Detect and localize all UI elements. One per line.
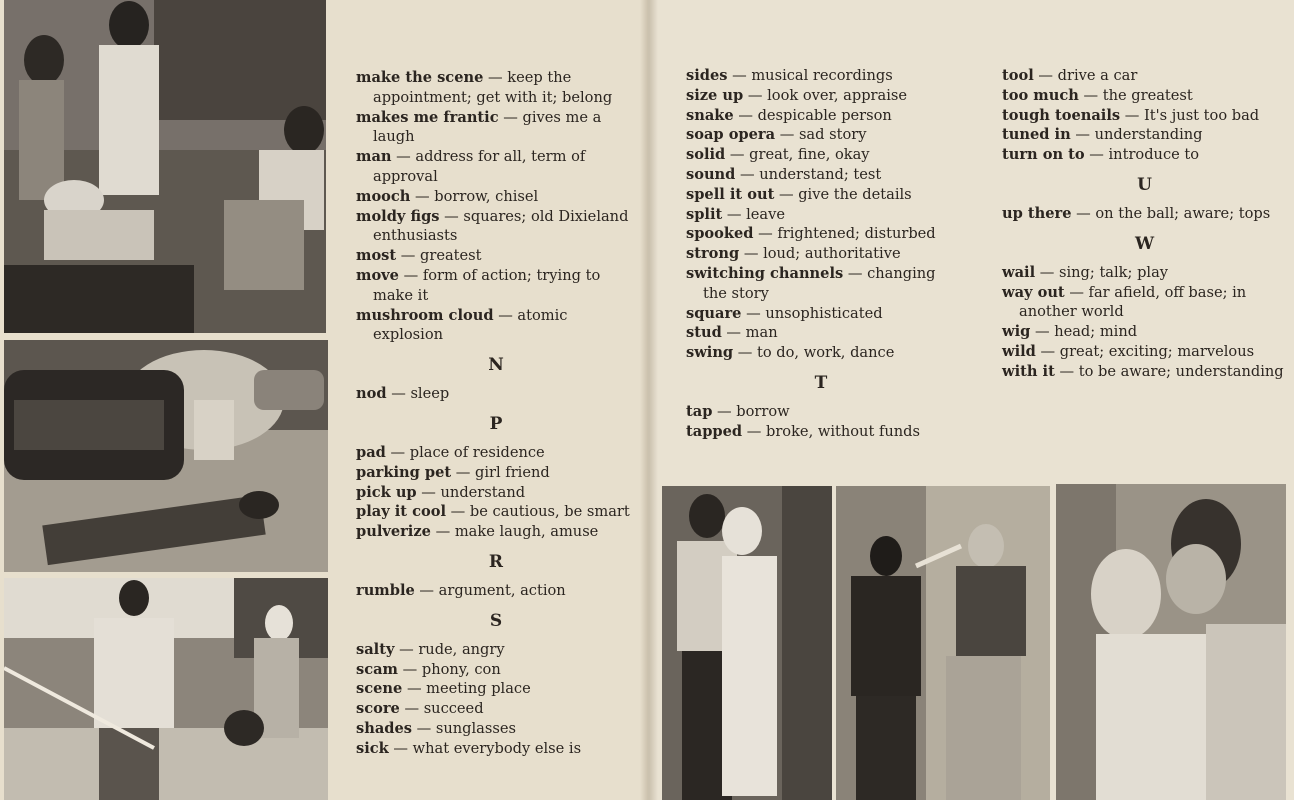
glossary-entry xyxy=(356,68,636,108)
entry-dash: — xyxy=(726,205,742,223)
entry-term: mooch xyxy=(356,187,411,205)
glossary-entry xyxy=(356,719,636,739)
entry-term: play it cool xyxy=(356,503,447,521)
glossary-entry xyxy=(1002,263,1287,283)
glossary-entry xyxy=(356,502,636,522)
entry-term: square xyxy=(686,304,742,322)
entry-definition: broke, without funds xyxy=(765,422,920,440)
entry-dash: — xyxy=(746,422,762,440)
entry-dash: — xyxy=(732,67,747,84)
entry-term: man xyxy=(356,148,392,166)
photo-car-fight xyxy=(4,340,328,572)
glossary-entry xyxy=(356,679,636,699)
entry-definition: despicable person xyxy=(757,106,892,124)
entry-term: solid xyxy=(686,146,726,164)
section-letter: U xyxy=(1137,174,1152,195)
entry-dash: — xyxy=(390,443,406,461)
entry-term: pad xyxy=(356,443,386,461)
glossary-entry xyxy=(1002,283,1287,323)
glossary-entry xyxy=(686,422,956,442)
entry-dash: — xyxy=(738,106,753,124)
entry-definition: sad story xyxy=(798,126,867,144)
glossary-entry xyxy=(356,699,636,719)
glossary-entry xyxy=(1002,66,1287,86)
glossary-entry xyxy=(686,244,956,264)
glossary-entry xyxy=(356,463,636,483)
entry-definition: head; mind xyxy=(1054,323,1138,341)
glossary-entry xyxy=(686,402,956,422)
entry-definition: squares; old Dixieland enthusiasts xyxy=(373,207,629,245)
entry-term: tuned in xyxy=(1002,126,1071,144)
entry-term: with it xyxy=(1002,362,1055,380)
glossary-entry xyxy=(1002,204,1287,224)
entry-dash: — xyxy=(743,245,759,263)
entry-term: move xyxy=(356,266,399,284)
glossary-entry xyxy=(356,147,636,187)
entry-definition: far afield, off base; in another world xyxy=(1019,283,1247,321)
entry-term: parking pet xyxy=(356,463,452,481)
entry-definition: borrow xyxy=(736,402,790,420)
entry-dash: — xyxy=(415,187,430,205)
entry-definition: give the details xyxy=(798,185,912,203)
entry-dash: — xyxy=(1069,283,1084,301)
entry-term: tap xyxy=(686,402,713,420)
glossary-entry xyxy=(686,66,956,86)
entry-dash: — xyxy=(1040,342,1056,360)
entry-dash: — xyxy=(399,640,414,658)
photo-trumpet-dance xyxy=(836,486,1050,800)
glossary-entry xyxy=(356,306,636,346)
glossary-entry xyxy=(1002,106,1287,126)
glossary-entry xyxy=(356,266,636,306)
entry-term: size up xyxy=(686,86,744,104)
glossary-entry xyxy=(686,185,956,205)
entry-dash: — xyxy=(435,523,451,541)
entry-term: way out xyxy=(1002,283,1065,301)
entry-definition: phony, con xyxy=(421,660,501,678)
entry-definition: form of action; trying to make it xyxy=(373,266,601,304)
entry-term: pick up xyxy=(356,483,417,501)
entry-definition: great; exciting; marvelous xyxy=(1059,342,1255,360)
entry-term: salty xyxy=(356,640,395,658)
glossary-entry xyxy=(686,86,956,106)
glossary-column-2 xyxy=(686,66,956,442)
entry-term: pulverize xyxy=(356,523,431,541)
entry-dash: — xyxy=(396,148,411,166)
entry-definition: drive a car xyxy=(1057,67,1138,84)
entry-definition: leave xyxy=(746,205,786,223)
entry-dash: — xyxy=(847,264,863,282)
entry-definition: make laugh, amuse xyxy=(454,523,599,541)
glossary-entry xyxy=(686,145,956,165)
entry-dash: — xyxy=(1083,86,1099,104)
entry-dash: — xyxy=(404,700,420,718)
glossary-entry xyxy=(686,224,956,244)
entry-term: rumble xyxy=(356,581,415,599)
entry-definition: understanding xyxy=(1094,126,1203,144)
entry-dash: — xyxy=(717,402,732,420)
entry-dash: — xyxy=(393,739,408,757)
entry-dash: — xyxy=(1059,362,1075,380)
entry-definition: atomic explosion xyxy=(373,306,568,344)
entry-term: nod xyxy=(356,385,387,403)
entry-term: split xyxy=(686,205,723,223)
glossary-entry xyxy=(356,108,636,148)
entry-dash: — xyxy=(758,225,773,243)
glossary-entry xyxy=(686,165,956,185)
glossary-entry xyxy=(1002,86,1287,106)
entry-dash: — xyxy=(503,108,518,126)
entry-dash: — xyxy=(416,719,432,737)
entry-definition: unsophisticated xyxy=(765,304,883,322)
glossary-entry xyxy=(686,343,956,363)
entry-dash: — xyxy=(729,146,745,164)
entry-dash: — xyxy=(1124,106,1140,124)
entry-definition: musical recordings xyxy=(751,67,893,84)
entry-definition: greatest xyxy=(420,247,482,265)
glossary-entry xyxy=(356,660,636,680)
entry-dash: — xyxy=(1076,204,1091,222)
glossary-entry xyxy=(686,264,956,304)
entry-definition: sunglasses xyxy=(435,719,516,737)
entry-definition: meeting place xyxy=(426,680,531,698)
entry-term: moldy figs xyxy=(356,207,440,225)
entry-dash: — xyxy=(498,306,513,324)
glossary-entry xyxy=(356,739,636,759)
entry-term: tapped xyxy=(686,422,743,440)
entry-term: stud xyxy=(686,324,722,342)
entry-dash: — xyxy=(747,86,763,104)
entry-definition: be cautious, be smart xyxy=(469,503,630,521)
entry-dash: — xyxy=(1039,263,1055,281)
entry-dash: — xyxy=(488,69,503,86)
entry-dash: — xyxy=(778,185,794,203)
entry-term: wild xyxy=(1002,342,1036,360)
entry-dash: — xyxy=(726,324,742,342)
entry-dash: — xyxy=(455,463,471,481)
entry-definition: address for all, term of approval xyxy=(373,148,586,185)
entry-term: scene xyxy=(356,680,403,698)
entry-dash: — xyxy=(419,581,435,599)
entry-dash: — xyxy=(740,165,755,183)
glossary-entry xyxy=(356,207,636,247)
entry-dash: — xyxy=(450,503,466,521)
entry-term: too much xyxy=(1002,86,1079,104)
entry-term: wail xyxy=(1002,263,1036,281)
entry-dash: — xyxy=(391,385,406,403)
entry-dash: — xyxy=(1075,126,1090,144)
entry-term: makes me frantic xyxy=(356,108,499,126)
entry-definition: argument, action xyxy=(438,581,566,599)
entry-term: sides xyxy=(686,67,728,84)
entry-term: most xyxy=(356,247,397,265)
entry-definition: on the ball; aware; tops xyxy=(1095,204,1271,222)
glossary-entry xyxy=(686,125,956,145)
entry-definition: loud; authoritative xyxy=(763,245,901,263)
section-letter: W xyxy=(1134,233,1155,254)
glossary-entry xyxy=(686,304,956,324)
glossary-entry xyxy=(356,581,636,601)
glossary-entry xyxy=(1002,322,1287,342)
entry-definition: It's just too bad xyxy=(1144,106,1260,124)
glossary-entry xyxy=(356,640,636,660)
entry-term: soap opera xyxy=(686,126,776,144)
entry-dash: — xyxy=(1034,323,1050,341)
entry-term: switching channels xyxy=(686,264,844,282)
entry-term: spell it out xyxy=(686,185,775,203)
glossary-entry xyxy=(686,205,956,225)
book-gutter xyxy=(640,0,658,800)
photo-party-scene xyxy=(4,0,326,333)
entry-term: snake xyxy=(686,106,734,124)
entry-term: make the scene xyxy=(356,69,484,86)
entry-term: up there xyxy=(1002,204,1072,222)
entry-term: strong xyxy=(686,245,740,263)
glossary-entry xyxy=(1002,145,1287,165)
entry-term: tough toenails xyxy=(1002,106,1121,124)
glossary-entry xyxy=(356,443,636,463)
entry-definition: changing the story xyxy=(703,264,936,302)
entry-term: scam xyxy=(356,660,398,678)
entry-definition: understand; test xyxy=(759,165,882,183)
photo-embrace xyxy=(1056,484,1286,800)
entry-term: shades xyxy=(356,719,412,737)
entry-dash: — xyxy=(406,680,422,698)
entry-dash: — xyxy=(444,207,459,225)
entry-definition: to do, work, dance xyxy=(757,344,895,362)
glossary-entry xyxy=(686,323,956,343)
glossary-entry xyxy=(686,106,956,126)
entry-dash: — xyxy=(400,247,416,265)
entry-definition: to be aware; understanding xyxy=(1078,362,1284,380)
entry-definition: sing; talk; play xyxy=(1058,263,1169,281)
glossary-entry xyxy=(356,483,636,503)
entry-dash: — xyxy=(1038,67,1053,84)
glossary-entry xyxy=(356,384,636,404)
entry-dash: — xyxy=(746,304,761,322)
entry-term: spooked xyxy=(686,225,754,243)
entry-definition: sleep xyxy=(410,385,450,403)
entry-definition: understand xyxy=(440,483,526,501)
entry-term: sick xyxy=(356,739,389,757)
entry-term: wig xyxy=(1002,323,1031,341)
entry-term: sound xyxy=(686,165,736,183)
entry-dash: — xyxy=(1089,146,1104,164)
entry-definition: frightened; disturbed xyxy=(777,225,936,243)
photo-beach-fight xyxy=(4,578,328,800)
glossary-entry xyxy=(356,522,636,542)
section-letter: N xyxy=(488,355,504,376)
entry-definition: man xyxy=(745,324,778,342)
glossary-entry xyxy=(1002,342,1287,362)
entry-definition: rude, angry xyxy=(418,640,505,658)
entry-definition: look over, appraise xyxy=(767,86,908,104)
entry-dash: — xyxy=(737,344,753,362)
entry-definition: what everybody else is xyxy=(412,739,582,757)
entry-dash: — xyxy=(402,660,418,678)
entry-definition: great, fine, okay xyxy=(749,146,870,164)
entry-dash: — xyxy=(403,266,419,284)
entry-definition: introduce to xyxy=(1108,146,1200,164)
entry-definition: the greatest xyxy=(1102,86,1193,104)
glossary-column-1 xyxy=(356,68,636,759)
glossary-entry xyxy=(356,246,636,266)
section-letter: T xyxy=(814,372,828,393)
entry-term: turn on to xyxy=(1002,146,1085,164)
section-letter: S xyxy=(489,610,503,631)
entry-definition: succeed xyxy=(423,700,484,718)
entry-dash: — xyxy=(779,126,795,144)
photo-dancing-couple xyxy=(662,486,832,800)
entry-definition: borrow, chisel xyxy=(434,187,539,205)
entry-term: tool xyxy=(1002,67,1034,84)
entry-definition: gives me a laugh xyxy=(373,108,602,146)
section-letter: R xyxy=(488,551,504,572)
entry-term: swing xyxy=(686,344,734,362)
entry-term: score xyxy=(356,700,400,718)
entry-definition: place of residence xyxy=(409,443,545,461)
glossary-entry xyxy=(1002,362,1287,382)
entry-definition: keep the appointment; get with it; belong xyxy=(373,69,613,106)
glossary-column-3 xyxy=(1002,66,1287,382)
entry-term: mushroom cloud xyxy=(356,306,494,324)
glossary-entry xyxy=(356,187,636,207)
section-letter: P xyxy=(489,413,503,434)
entry-definition: girl friend xyxy=(475,463,550,481)
entry-dash: — xyxy=(421,483,436,501)
glossary-entry xyxy=(1002,125,1287,145)
